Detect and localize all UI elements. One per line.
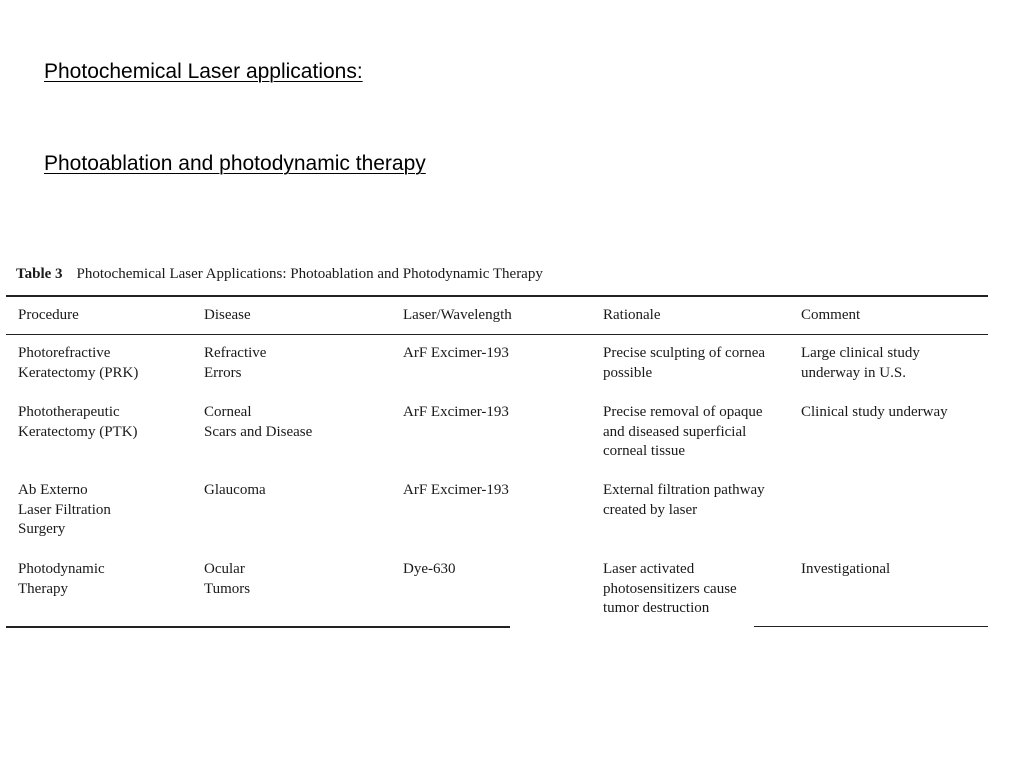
table-cell-rationale: Laser activated photosensitizers cause tumor destruction	[603, 561, 737, 616]
column-header-procedure: Procedure	[18, 307, 79, 323]
table-cell-procedure: Photodynamic Therapy	[18, 561, 105, 597]
table-cell-disease: Ocular Tumors	[204, 561, 251, 597]
table-cell-procedure: Ab Externo Laser Filtration Surgery	[18, 482, 111, 537]
table-cell-comment: Investigational	[801, 561, 891, 577]
table-cell-rationale: Precise removal of opaque and diseased superficial corneal tissue	[603, 404, 763, 459]
table-cell-rationale: External filtration pathway created by laser	[603, 482, 765, 518]
table-caption-label: Table 3	[16, 266, 63, 282]
table-caption	[16, 266, 543, 283]
table-bottom-rule-right	[754, 626, 988, 627]
table-header-rule	[6, 334, 988, 335]
column-header-disease: Disease	[204, 307, 251, 323]
table-cell-comment: Large clinical study underway in U.S.	[801, 345, 920, 381]
table-cell-procedure: Photorefractive Keratectomy (PRK)	[18, 345, 139, 381]
column-header-laser-wavelength: Laser/Wavelength	[403, 307, 512, 323]
column-header-rationale: Rationale	[603, 307, 661, 323]
table-cell-laser: ArF Excimer-193	[403, 404, 509, 420]
table-cell-disease: Glaucoma	[204, 482, 266, 498]
page-subtitle: Photoablation and photodynamic therapy	[44, 152, 426, 175]
table-caption-text: Photochemical Laser Applications: Photoablation and Photodynamic Therapy	[76, 266, 543, 282]
table-cell-laser: ArF Excimer-193	[403, 482, 509, 498]
table-cell-laser: Dye-630	[403, 561, 456, 577]
table-cell-rationale: Precise sculpting of cornea possible	[603, 345, 766, 381]
table-cell-disease: Refractive Errors	[204, 345, 267, 381]
table-bottom-rule	[6, 626, 510, 628]
table-cell-disease: Corneal Scars and Disease	[204, 404, 313, 440]
column-header-comment: Comment	[801, 307, 861, 323]
page-title: Photochemical Laser applications:	[44, 60, 363, 83]
table-cell-laser: ArF Excimer-193	[403, 345, 509, 361]
table-cell-comment: Clinical study underway	[801, 404, 948, 420]
table-cell-procedure: Phototherapeutic Keratectomy (PTK)	[18, 404, 138, 440]
table-top-rule	[6, 295, 988, 297]
